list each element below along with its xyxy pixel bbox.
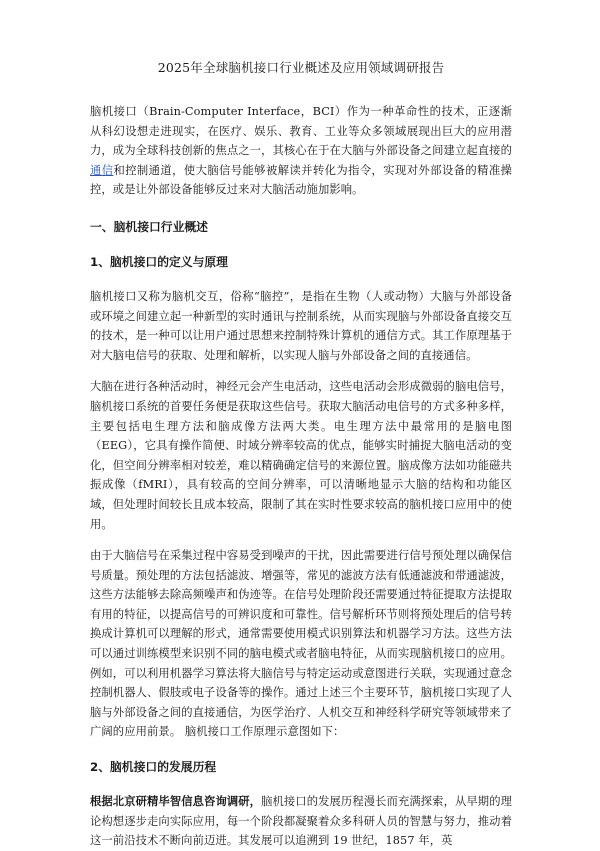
intro-text-2: 和控制通道，使大脑信号能够被解读并转化为指令，实现对外部设备的精准操控，或是让外部设备能够反过来对大脑活动施加影响。 [90,163,513,197]
signal-acquisition-paragraph: 大脑在进行各种活动时，神经元会产生电活动，这些电活动会形成微弱的脑电信号，脑机接口系统的首要任务便是获取这些信号。获取大脑活动电信号的方式多种多样，主要包括电生理方法和脑成像方法两大类。电生理方法中最常用的是脑电图（EEG），它具有操作简便、时域分辨率较高的优点，能够实时捕捉大脑电活动的变化，但空间分辨率相对较差，难以精确确定信号的来源位置。脑成像方法如功能磁共振成像（fMRI），具有较高的空间分辨率，可以清晰地显示大脑的结构和功能区域，但处理时间较长且成本较高，限制了其在实时性要求较高的脑机接口应用中的使用。 [90,380,512,531]
intro-text-1: 脑机接口（Brain-Computer Interface，BCI）作为一种革命性的技术，正逐渐从科幻设想走进现实，在医疗、娱乐、教育、工业等众多领域展现出巨大的应用潜力，成为全球科技创新的焦点之一，其核心在于在大脑与外部设备之间建立起直接的 [90,105,512,158]
page-title: 2025年全球脑机接口行业概述及应用领域调研报告 [157,60,445,75]
communication-link[interactable]: 通信 [90,163,114,177]
definition-paragraph: 脑机接口又称为脑机交互，俗称“脑控”，是指在生物（人或动物）大脑与外部设备或环境之间建立起一种新型的实时通讯与控制系统，从而实现脑与外部设备直接交互的技术，是一种可以让用户通过思想来控制特殊计算机的通信方式。其工作原理基于对大脑电信号的获取、处理和解析，以实现人脑与外部设备之间的直接通信。 [90,289,512,362]
source-lead: 根据北京研精毕智信息咨询调研， [90,794,262,809]
subsection1-heading: 1、脑机接口的定义与原理 [90,254,228,269]
subsection2-heading: 2、脑机接口的发展历程 [90,760,217,775]
history-text: 脑机接口的发展历程漫长而充满探索，从早期的理论构想逐步走向实际应用，每一个阶段都凝聚着众多科研人员的智慧与努力，推动着这一前沿技术不断向前迈进。其发展可以追溯到 19 世纪，1857 年，英 [90,795,513,848]
section1-heading: 一、脑机接口行业概述 [90,219,208,234]
intro-paragraph [90,102,512,200]
history-paragraph [90,792,512,851]
signal-processing-paragraph: 由于大脑信号在采集过程中容易受到噪声的干扰，因此需要进行信号预处理以确保信号质量。预处理的方法包括滤波、增强等，常见的滤波方法有低通滤波和带通滤波，这些方法能够去除高频噪声和伪迹等。在信号处理阶段还需要通过特征提取方法提取有用的特征，以提高信号的可辨识度和可靠性。信号解析环节则将预处理后的信号转换成计算机可以理解的形式，通常需要使用模式识别算法和机器学习方法。这些方法可以通过训练模型来识别不同的脑电模式或者脑电特征，从而实现脑机接口的应用。例如，可以利用机器学习算法将大脑信号与特定运动或意图进行关联，实现通过意念控制机器人、假肢或电子设备等的操作。通过上述三个主要环节，脑机接口实现了人脑与外部设备之间的直接通信，为医学治疗、人机交互和神经科学研究等领域带来了广阔的应用前景。 脑机接口工作原理示意图如下： [90,549,512,739]
